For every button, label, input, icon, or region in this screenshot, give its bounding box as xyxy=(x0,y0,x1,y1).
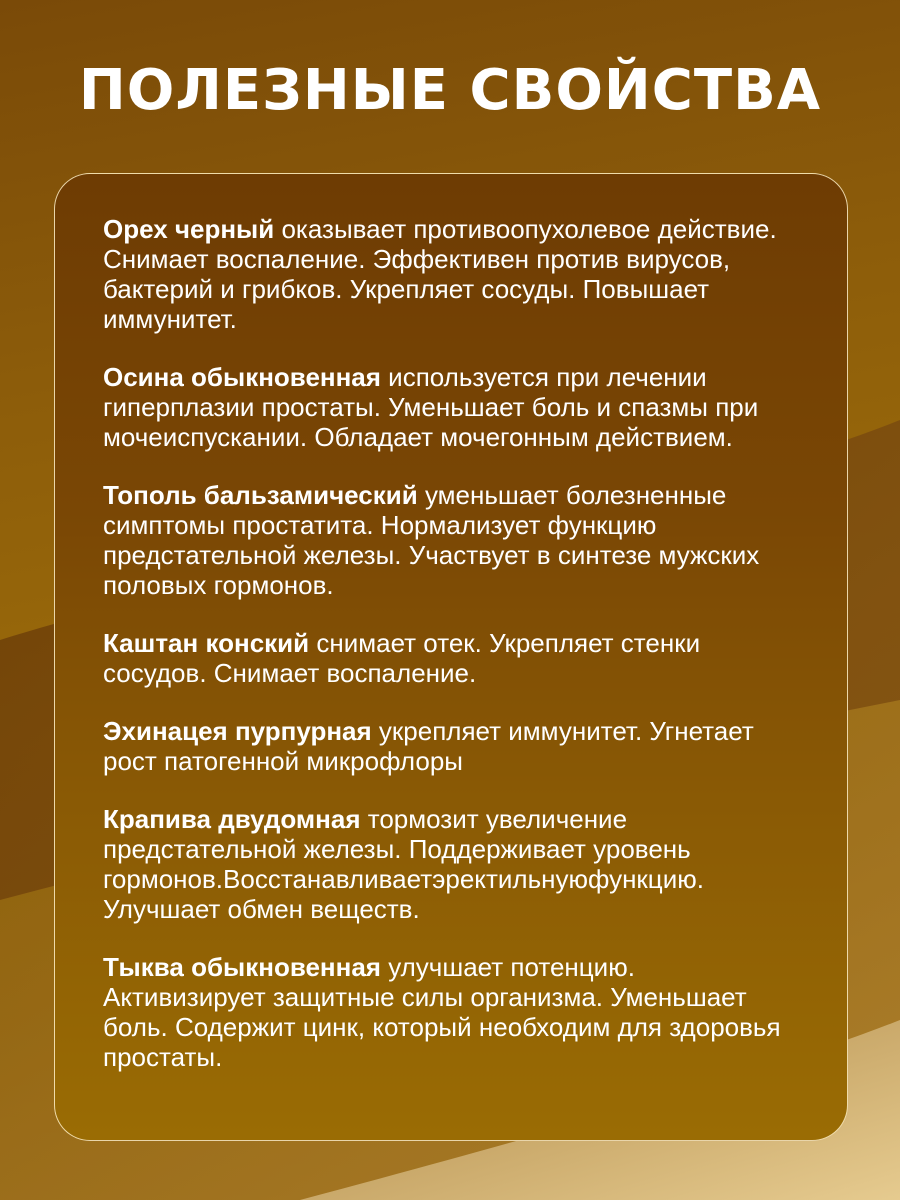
list-item xyxy=(103,952,803,1072)
plant-description: улучшает потенцию. Активизирует защитные силы организма. Уменьшает боль. Содержит цинк, который необходим для здоровья простаты. xyxy=(103,952,781,1072)
list-item xyxy=(103,480,803,600)
properties-card xyxy=(54,173,848,1141)
plant-name: Тыква обыкновенная xyxy=(103,952,381,982)
plant-name: Осина обыкновенная xyxy=(103,362,381,392)
page-title: ПОЛЕЗНЫЕ СВОЙСТВА xyxy=(78,58,822,123)
plant-name: Тополь бальзамический xyxy=(103,480,418,510)
plant-name: Эхинацея пурпурная xyxy=(103,716,372,746)
list-item xyxy=(103,716,803,776)
plant-description: тормозит увеличение предстательной железы. Поддерживает уровень гормонов.Восстанавливаетэректильнуюфункцию. Улучшает обмен веществ. xyxy=(103,804,704,924)
list-item xyxy=(103,628,803,688)
plant-description: уменьшает болезненные симптомы простатита. Нормализует функцию предстательной железы. Участвует в синтезе мужских половых гормонов. xyxy=(103,480,760,600)
list-item xyxy=(103,362,803,452)
plant-description: используется при лечении гиперплазии простаты. Уменьшает боль и спазмы при мочеиспускании. Обладает мочегонным действием. xyxy=(103,362,759,452)
plant-description: оказывает противоопухолевое действие. Снимает воспаление. Эффективен против вирусов, бактерий и грибков. Укрепляет сосуды. Повышает иммунитет. xyxy=(103,214,777,334)
plant-name: Орех черный xyxy=(103,214,275,244)
plant-description: укрепляет иммунитет. Угнетает рост патогенной микрофлоры xyxy=(103,716,754,776)
plant-description: снимает отек. Укрепляет стенки сосудов. Снимает воспаление. xyxy=(103,628,701,688)
plant-name: Крапива двудомная xyxy=(103,804,361,834)
list-item xyxy=(103,214,803,334)
plant-name: Каштан конский xyxy=(103,628,310,658)
list-item xyxy=(103,804,803,924)
